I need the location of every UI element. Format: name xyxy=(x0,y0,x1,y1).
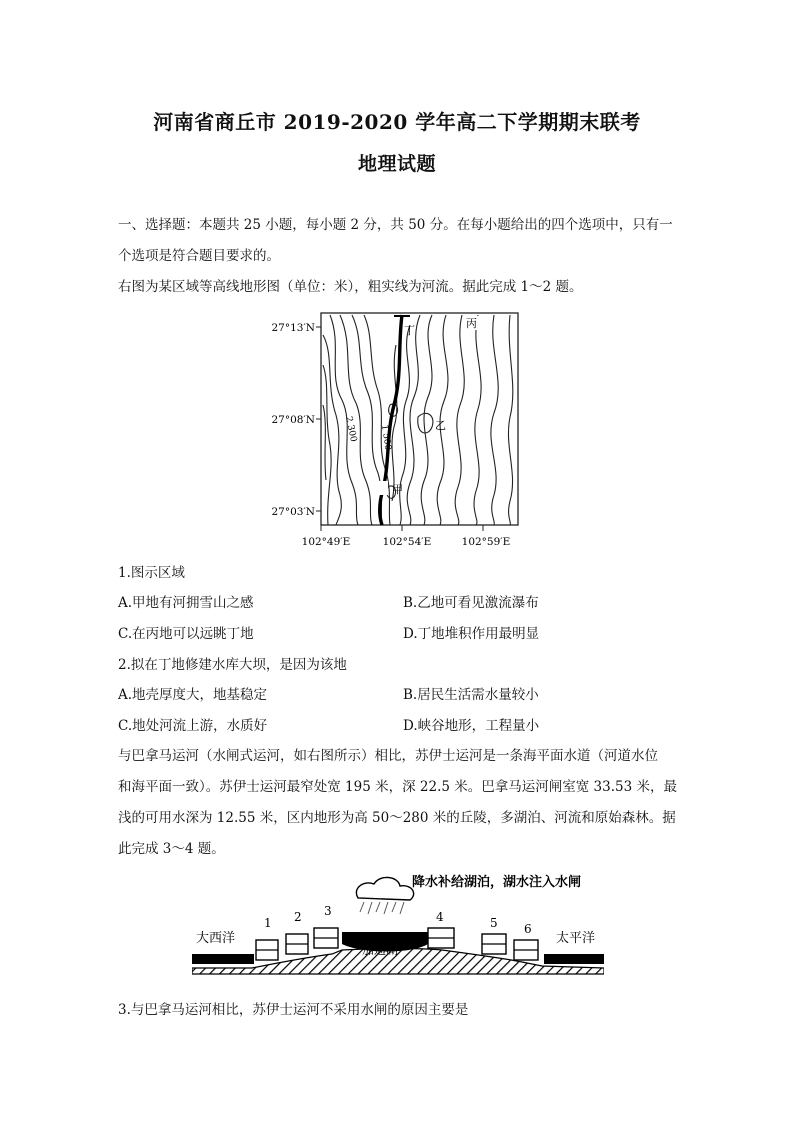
passage-2-line-4: 此完成 3～4 题。 xyxy=(118,841,225,857)
passage-2-line-1: 与巴拿马运河（水闸式运河，如右图所示）相比，苏伊士运河是一条海平面水道（河道水位 xyxy=(118,748,658,764)
question-2-stem: 2.拟在丁地修建水库大坝，是因为该地 xyxy=(118,657,347,673)
question-2-option-c: C.地处河流上游，水质好 xyxy=(118,718,268,734)
exam-subtitle: 地理试题 xyxy=(357,153,436,175)
exam-title: 河南省商丘市 2019-2020 学年高二下学期期末联考 xyxy=(153,110,641,134)
lock-5-label: 5 xyxy=(490,916,498,930)
passage-2-line-3: 浅的可用水深为 12.55 米，区内地形为高 50～280 米的丘陵，多湖泊、河流和原始森林。据 xyxy=(118,810,676,826)
contour-label-1500: 1 500 xyxy=(379,424,393,451)
place-label-yi: 乙 xyxy=(435,419,446,432)
question-2-option-a: A.地壳厚度大，地基稳定 xyxy=(118,687,268,703)
instructions-line-1: 一、选择题：本题共 25 小题，每小题 2 分，共 50 分。在每小题给出的四个选项中，只有一 xyxy=(118,217,673,233)
question-1-option-a: A.甲地有河拥雪山之感 xyxy=(118,595,254,611)
lon-label-left: 102°49′E xyxy=(301,536,351,548)
passage-1: 右图为某区域等高线地形图（单位：米），粗实线为河流。据此完成 1～2 题。 xyxy=(118,279,583,295)
lat-label-bottom: 27°03′N xyxy=(271,506,315,518)
canal-lock-diagram xyxy=(192,862,604,987)
lock-6-label: 6 xyxy=(524,922,532,936)
passage-2 xyxy=(118,741,684,865)
lock-4-label: 4 xyxy=(436,910,444,924)
pacific-label: 太平洋 xyxy=(556,931,596,946)
question-2-option-d: D.峡谷地形，工程量小 xyxy=(403,718,540,734)
canal-caption: 降水补给湖泊，湖水注入水闸 xyxy=(412,875,582,890)
contour-label-2300: 2 300 xyxy=(343,415,359,443)
question-2-option-b: B.居民生活需水量较小 xyxy=(403,687,539,703)
question-1-option-d: D.丁地堆积作用最明显 xyxy=(403,626,540,642)
passage-2-line-2: 和海平面一致）。苏伊士运河最窄处宽 195 米，深 22.5 米。巴拿马运河闸室宽 33.53 米，最 xyxy=(118,779,677,795)
lock-3-label: 3 xyxy=(324,904,332,918)
lat-label-middle: 27°08′N xyxy=(271,414,315,426)
question-1-option-b: B.乙地可看见激流瀑布 xyxy=(403,595,539,611)
question-1-stem: 1.图示区域 xyxy=(118,565,185,581)
lock-2-label: 2 xyxy=(294,910,302,924)
place-label-ding: 丁 xyxy=(404,324,415,337)
lock-1-label: 1 xyxy=(264,916,272,930)
instructions-line-2: 个选项是符合题目要求的。 xyxy=(118,248,280,264)
place-label-jia: 甲 xyxy=(392,483,403,496)
lat-label-top: 27°13′N xyxy=(271,322,315,334)
contour-map xyxy=(270,305,530,555)
lake-label: 加通湖 xyxy=(362,943,399,957)
place-label-bing: 丙 xyxy=(466,317,477,330)
lon-label-middle: 102°54′E xyxy=(382,536,432,548)
question-3-stem: 3.与巴拿马运河相比，苏伊士运河不采用水闸的原因主要是 xyxy=(118,1002,469,1018)
question-1-option-c: C.在丙地可以远眺丁地 xyxy=(118,626,254,642)
atlantic-label: 大西洋 xyxy=(196,931,236,946)
lon-label-right: 102°59′E xyxy=(461,536,511,548)
section-instructions xyxy=(118,210,684,303)
